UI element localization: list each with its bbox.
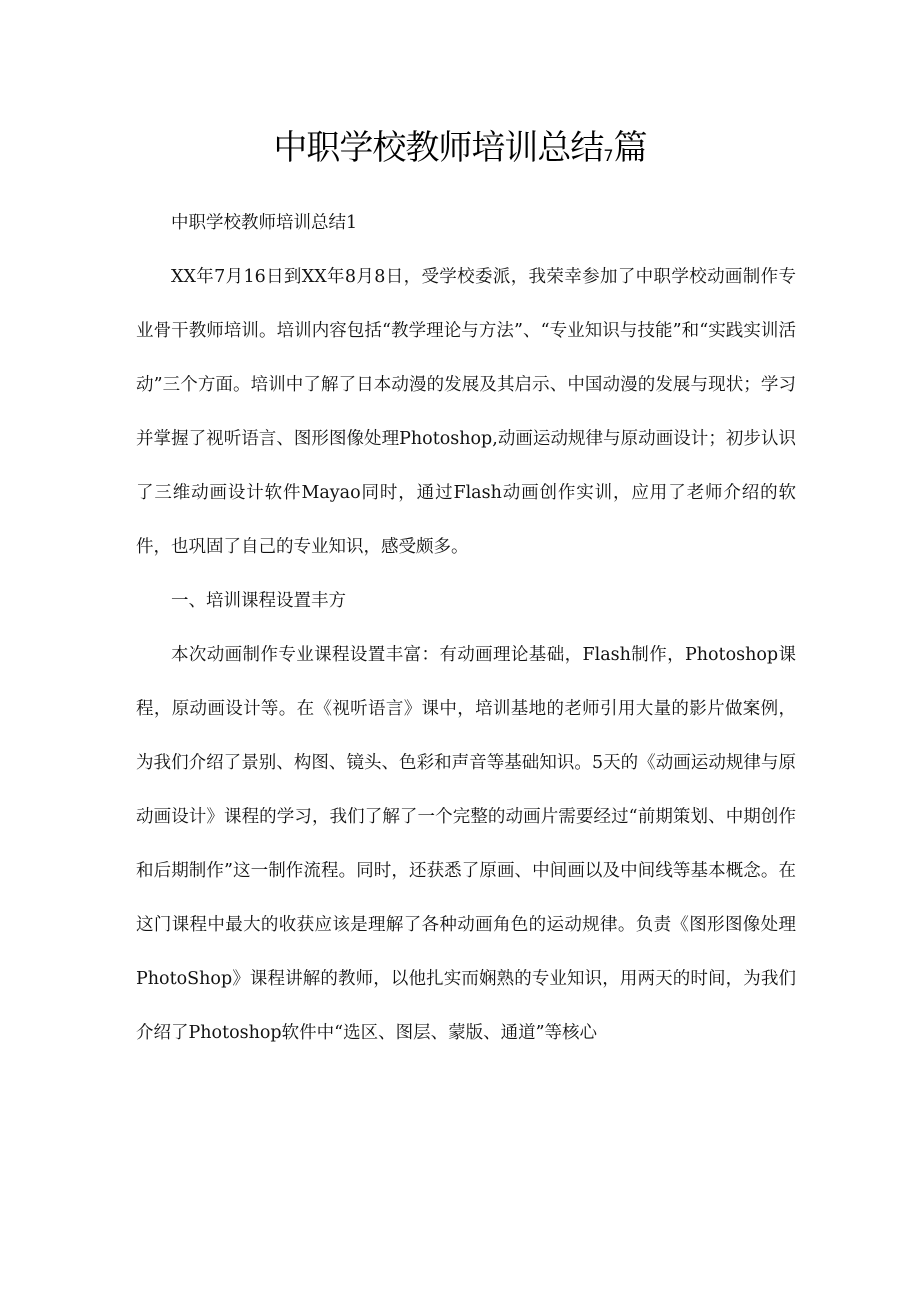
document-body [136,196,796,1060]
document-title [0,124,920,180]
title-suffix: 篇 [613,128,647,168]
body-paragraph: XX年7月16日到XX年8月8日，受学校委派，我荣幸参加了中职学校动画制作专业骨干教师培训。培训内容包括“教学理论与方法”、“专业知识与技能”和“实践实训活动”三个方面。培训中了解了日本动漫的发展及其启示、中国动漫的发展与现状；学习并掌握了视听语言、图形图像处理Photoshop,动画运动规律与原动画设计；初步认识了三维动画设计软件Mayao同时，通过Flash动画创作实训，应用了老师介绍的软件，也巩固了自己的专业知识，感受颇多。 [136,267,796,557]
title-number: 7 [603,146,614,165]
section-heading: 一、培训课程设置丰方 [171,591,346,611]
title-main: 中职学校教师培训总结 [273,128,604,168]
body-paragraph: 本次动画制作专业课程设置丰富：有动画理论基础，Flash制作，Photoshop课程，原动画设计等。在《视听语言》课中，培训基地的老师引用大量的影片做案例，为我们介绍了景别、构图、镜头、色彩和声音等基础知识。5天的《动画运动规律与原动画设计》课程的学习，我们了解了一个完整的动画片需要经过“前期策划、中期创作和后期制作”这一制作流程。同时，还获悉了原画、中间画以及中间线等基本概念。在这门课程中最大的收获应该是理解了各种动画角色的运动规律。负责《图形图像处理PhotoShop》课程讲解的教师，以他扎实而娴熟的专业知识，用两天的时间，为我们介绍了Photoshop软件中“选区、图层、蒙版、通道”等核心 [136,645,796,1043]
section-heading: 中职学校教师培训总结1 [171,213,358,233]
